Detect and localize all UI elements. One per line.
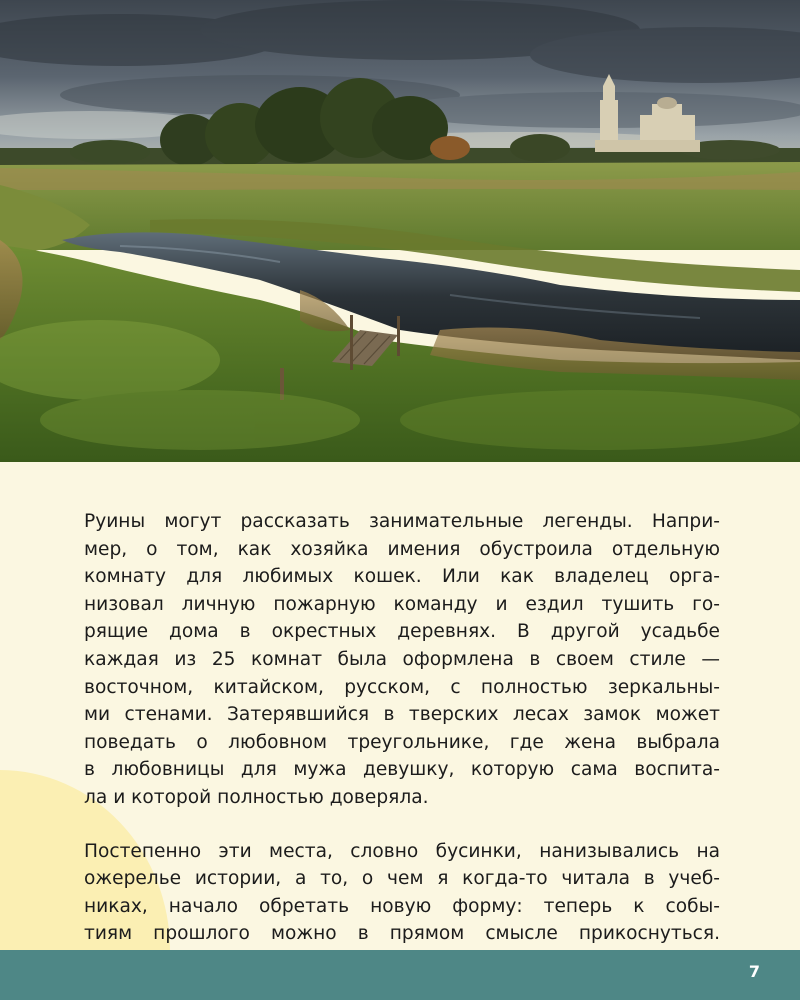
footer-bar [0,950,800,1000]
text-line: в любовницы для мужа девушку, которую сама воспита- [84,759,720,781]
text-line: поведать о любовном треугольнике, где жена выбрала [84,731,720,753]
text-line: каждая из 25 комнат была оформлена в своем стиле — [84,648,720,670]
text-line: ми стенами. Затерявшийся в тверских лесах замок может [84,704,720,726]
paragraph-2 [84,838,720,948]
text-line: никах, начало обретать новую форму: теперь к собы- [84,895,720,917]
text-line: ла и которой полностью доверяла. [84,786,429,808]
page-number: 7 [748,962,760,981]
text-line: низовал личную пожарную команду и ездил тушить го- [84,593,720,615]
text-line: мер, о том, как хозяйка имения обустроила отдельную [84,538,720,560]
text-line: Руины могут рассказать занимательные легенды. Напри- [84,511,720,532]
text-line: рящие дома в окрестных деревнях. В другой усадьбе [84,621,720,643]
text-line: комнату для любимых кошек. Или как владелец орга- [84,566,720,588]
text-line: восточном, китайском, русском, с полностью зеркальны- [84,676,720,698]
text-line: Постепенно эти места, словно бусинки, нанизывались на [84,840,720,862]
article-text [84,508,720,948]
text-line: ожерелье истории, а то, о чем я когда-то читала в учеб- [84,868,720,890]
landscape-photo [0,0,800,462]
paragraph-1 [84,508,720,812]
text-line: тиям прошлого можно в прямом смысле прикоснуться. [84,923,720,945]
